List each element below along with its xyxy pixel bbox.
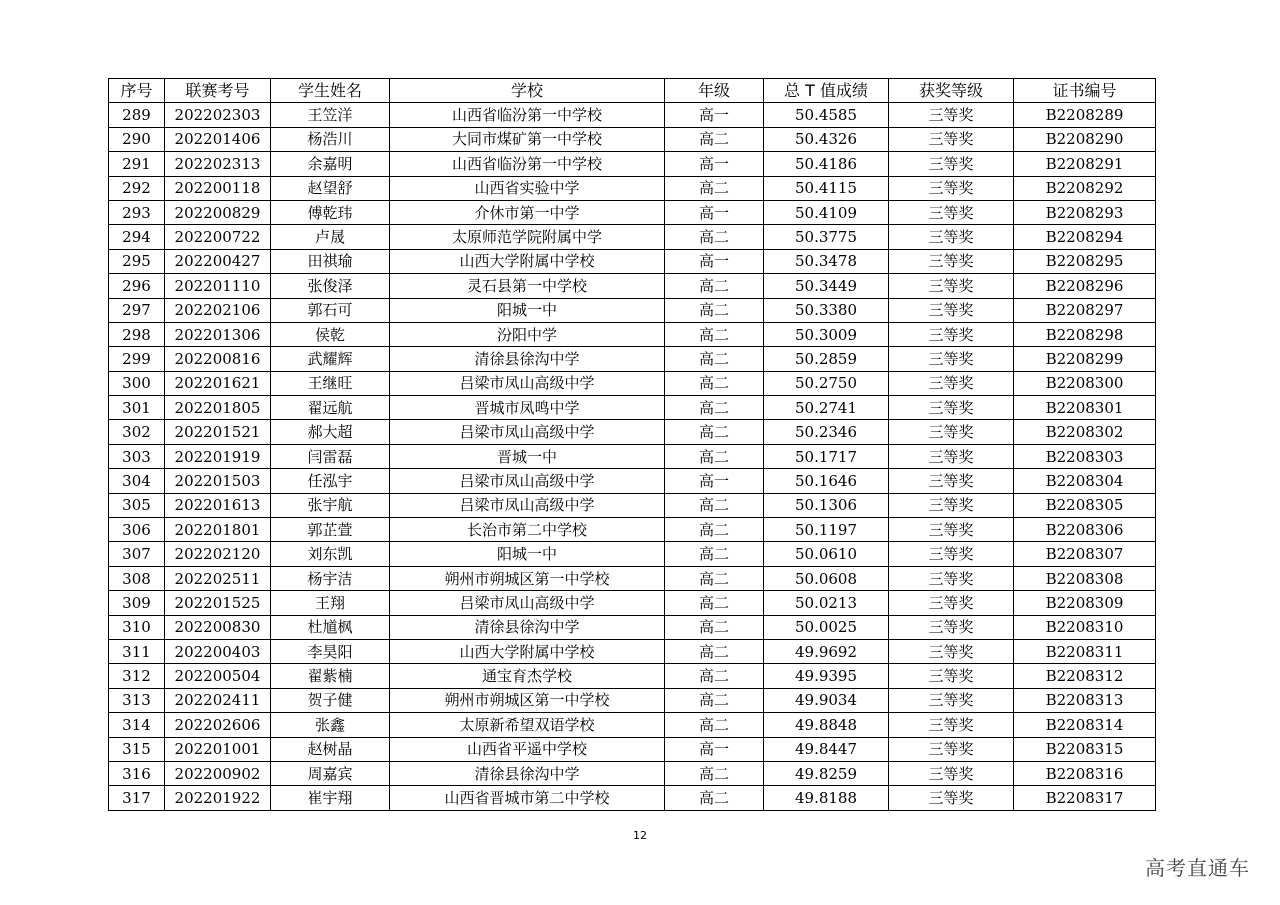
- certificate-cell: B2208306: [1014, 518, 1156, 542]
- score-cell: 49.8259: [764, 761, 889, 785]
- exam-id-cell: 202201919: [165, 444, 271, 468]
- school-cell: 通宝育杰学校: [390, 664, 665, 688]
- grade-cell: 高二: [665, 786, 764, 810]
- school-cell: 山西省实验中学: [390, 176, 665, 200]
- award-cell: 三等奖: [889, 761, 1014, 785]
- school-cell: 山西省临汾第一中学校: [390, 103, 665, 127]
- index-cell: 305: [109, 493, 165, 517]
- grade-cell: 高二: [665, 225, 764, 249]
- header-school: 学校: [390, 79, 665, 103]
- score-cell: 50.3775: [764, 225, 889, 249]
- grade-cell: 高二: [665, 688, 764, 712]
- exam-id-cell: 202200504: [165, 664, 271, 688]
- award-cell: 三等奖: [889, 103, 1014, 127]
- index-cell: 304: [109, 469, 165, 493]
- score-cell: 50.0213: [764, 591, 889, 615]
- grade-cell: 高一: [665, 200, 764, 224]
- certificate-cell: B2208308: [1014, 566, 1156, 590]
- exam-id-cell: 202201406: [165, 127, 271, 151]
- index-cell: 311: [109, 639, 165, 663]
- table-row: [109, 371, 1156, 395]
- grade-cell: 高二: [665, 420, 764, 444]
- index-cell: 292: [109, 176, 165, 200]
- table-row: [109, 200, 1156, 224]
- name-cell: 王翔: [271, 591, 390, 615]
- award-cell: 三等奖: [889, 737, 1014, 761]
- school-cell: 吕梁市凤山高级中学: [390, 371, 665, 395]
- grade-cell: 高二: [665, 396, 764, 420]
- exam-id-cell: 202201801: [165, 518, 271, 542]
- table-row: [109, 152, 1156, 176]
- name-cell: 张俊泽: [271, 274, 390, 298]
- exam-id-cell: 202200403: [165, 639, 271, 663]
- page-number: 12: [633, 829, 647, 842]
- name-cell: 王笠洋: [271, 103, 390, 127]
- certificate-cell: B2208289: [1014, 103, 1156, 127]
- school-cell: 清徐县徐沟中学: [390, 761, 665, 785]
- award-cell: 三等奖: [889, 371, 1014, 395]
- grade-cell: 高二: [665, 274, 764, 298]
- score-cell: 50.1646: [764, 469, 889, 493]
- index-cell: 315: [109, 737, 165, 761]
- school-cell: 长治市第二中学校: [390, 518, 665, 542]
- name-cell: 赵望舒: [271, 176, 390, 200]
- exam-id-cell: 202201613: [165, 493, 271, 517]
- table-row: [109, 786, 1156, 810]
- certificate-cell: B2208290: [1014, 127, 1156, 151]
- table-row: [109, 518, 1156, 542]
- school-cell: 晋城一中: [390, 444, 665, 468]
- table-row: [109, 639, 1156, 663]
- index-cell: 309: [109, 591, 165, 615]
- score-cell: 50.2859: [764, 347, 889, 371]
- award-cell: 三等奖: [889, 469, 1014, 493]
- exam-id-cell: 202200829: [165, 200, 271, 224]
- grade-cell: 高二: [665, 566, 764, 590]
- table-row: [109, 127, 1156, 151]
- award-cell: 三等奖: [889, 176, 1014, 200]
- name-cell: 崔宇翔: [271, 786, 390, 810]
- exam-id-cell: 202202120: [165, 542, 271, 566]
- name-cell: 周嘉宾: [271, 761, 390, 785]
- school-cell: 晋城市凤鸣中学: [390, 396, 665, 420]
- certificate-cell: B2208311: [1014, 639, 1156, 663]
- index-cell: 299: [109, 347, 165, 371]
- table-row: [109, 176, 1156, 200]
- certificate-cell: B2208296: [1014, 274, 1156, 298]
- grade-cell: 高二: [665, 127, 764, 151]
- name-cell: 李昊阳: [271, 639, 390, 663]
- school-cell: 山西省临汾第一中学校: [390, 152, 665, 176]
- name-cell: 王继旺: [271, 371, 390, 395]
- grade-cell: 高一: [665, 249, 764, 273]
- certificate-cell: B2208313: [1014, 688, 1156, 712]
- school-cell: 大同市煤矿第一中学校: [390, 127, 665, 151]
- table-row: [109, 103, 1156, 127]
- school-cell: 吕梁市凤山高级中学: [390, 493, 665, 517]
- table-row: [109, 322, 1156, 346]
- name-cell: 田祺瑜: [271, 249, 390, 273]
- score-cell: 50.3009: [764, 322, 889, 346]
- award-cell: 三等奖: [889, 518, 1014, 542]
- table-row: [109, 688, 1156, 712]
- name-cell: 张鑫: [271, 713, 390, 737]
- grade-cell: 高二: [665, 664, 764, 688]
- name-cell: 侯乾: [271, 322, 390, 346]
- certificate-cell: B2208301: [1014, 396, 1156, 420]
- exam-id-cell: 202201306: [165, 322, 271, 346]
- table-row: [109, 737, 1156, 761]
- certificate-cell: B2208297: [1014, 298, 1156, 322]
- grade-cell: 高二: [665, 322, 764, 346]
- index-cell: 316: [109, 761, 165, 785]
- exam-id-cell: 202201805: [165, 396, 271, 420]
- grade-cell: 高一: [665, 103, 764, 127]
- award-cell: 三等奖: [889, 615, 1014, 639]
- index-cell: 289: [109, 103, 165, 127]
- index-cell: 301: [109, 396, 165, 420]
- school-cell: 阳城一中: [390, 542, 665, 566]
- award-cell: 三等奖: [889, 249, 1014, 273]
- certificate-cell: B2208292: [1014, 176, 1156, 200]
- index-cell: 296: [109, 274, 165, 298]
- name-cell: 翟远航: [271, 396, 390, 420]
- award-cell: 三等奖: [889, 298, 1014, 322]
- exam-id-cell: 202202106: [165, 298, 271, 322]
- index-cell: 297: [109, 298, 165, 322]
- header-index: 序号: [109, 79, 165, 103]
- exam-id-cell: 202202303: [165, 103, 271, 127]
- exam-id-cell: 202200902: [165, 761, 271, 785]
- score-cell: 50.3449: [764, 274, 889, 298]
- name-cell: 闫雷磊: [271, 444, 390, 468]
- score-cell: 50.2750: [764, 371, 889, 395]
- table-row: [109, 713, 1156, 737]
- school-cell: 山西省晋城市第二中学校: [390, 786, 665, 810]
- table-row: [109, 420, 1156, 444]
- school-cell: 朔州市朔城区第一中学校: [390, 688, 665, 712]
- table-row: [109, 566, 1156, 590]
- index-cell: 302: [109, 420, 165, 444]
- award-cell: 三等奖: [889, 420, 1014, 444]
- exam-id-cell: 202200816: [165, 347, 271, 371]
- table-row: [109, 274, 1156, 298]
- award-cell: 三等奖: [889, 591, 1014, 615]
- index-cell: 300: [109, 371, 165, 395]
- index-cell: 310: [109, 615, 165, 639]
- certificate-cell: B2208309: [1014, 591, 1156, 615]
- header-total-score: 总 T 值成绩: [764, 79, 889, 103]
- grade-cell: 高二: [665, 371, 764, 395]
- score-cell: 50.4186: [764, 152, 889, 176]
- school-cell: 吕梁市凤山高级中学: [390, 469, 665, 493]
- award-cell: 三等奖: [889, 786, 1014, 810]
- name-cell: 余嘉明: [271, 152, 390, 176]
- index-cell: 317: [109, 786, 165, 810]
- index-cell: 295: [109, 249, 165, 273]
- award-cell: 三等奖: [889, 396, 1014, 420]
- school-cell: 介休市第一中学: [390, 200, 665, 224]
- grade-cell: 高二: [665, 713, 764, 737]
- score-cell: 50.3478: [764, 249, 889, 273]
- table-row: [109, 615, 1156, 639]
- award-cell: 三等奖: [889, 664, 1014, 688]
- name-cell: 武耀辉: [271, 347, 390, 371]
- award-cell: 三等奖: [889, 566, 1014, 590]
- header-exam-id: 联赛考号: [165, 79, 271, 103]
- award-cell: 三等奖: [889, 688, 1014, 712]
- certificate-cell: B2208300: [1014, 371, 1156, 395]
- name-cell: 杨浩川: [271, 127, 390, 151]
- name-cell: 刘东凯: [271, 542, 390, 566]
- name-cell: 翟紫楠: [271, 664, 390, 688]
- table-row: [109, 469, 1156, 493]
- exam-id-cell: 202200722: [165, 225, 271, 249]
- exam-id-cell: 202202511: [165, 566, 271, 590]
- school-cell: 太原新希望双语学校: [390, 713, 665, 737]
- exam-id-cell: 202201110: [165, 274, 271, 298]
- school-cell: 朔州市朔城区第一中学校: [390, 566, 665, 590]
- grade-cell: 高一: [665, 152, 764, 176]
- header-certificate-id: 证书编号: [1014, 79, 1156, 103]
- certificate-cell: B2208291: [1014, 152, 1156, 176]
- grade-cell: 高二: [665, 591, 764, 615]
- score-cell: 50.2741: [764, 396, 889, 420]
- grade-cell: 高二: [665, 493, 764, 517]
- certificate-cell: B2208304: [1014, 469, 1156, 493]
- name-cell: 任泓宇: [271, 469, 390, 493]
- grade-cell: 高二: [665, 298, 764, 322]
- grade-cell: 高二: [665, 615, 764, 639]
- school-cell: 灵石县第一中学校: [390, 274, 665, 298]
- certificate-cell: B2208312: [1014, 664, 1156, 688]
- score-cell: 50.2346: [764, 420, 889, 444]
- grade-cell: 高二: [665, 347, 764, 371]
- table-row: [109, 493, 1156, 517]
- grade-cell: 高二: [665, 761, 764, 785]
- score-cell: 49.9692: [764, 639, 889, 663]
- score-cell: 50.4326: [764, 127, 889, 151]
- school-cell: 山西省平遥中学校: [390, 737, 665, 761]
- certificate-cell: B2208310: [1014, 615, 1156, 639]
- award-cell: 三等奖: [889, 444, 1014, 468]
- certificate-cell: B2208299: [1014, 347, 1156, 371]
- school-cell: 太原师范学院附属中学: [390, 225, 665, 249]
- award-cell: 三等奖: [889, 322, 1014, 346]
- grade-cell: 高一: [665, 469, 764, 493]
- name-cell: 郝大超: [271, 420, 390, 444]
- certificate-cell: B2208305: [1014, 493, 1156, 517]
- header-grade: 年级: [665, 79, 764, 103]
- exam-id-cell: 202201621: [165, 371, 271, 395]
- certificate-cell: B2208302: [1014, 420, 1156, 444]
- score-cell: 50.4109: [764, 200, 889, 224]
- school-cell: 山西大学附属中学校: [390, 639, 665, 663]
- name-cell: 郭芷萱: [271, 518, 390, 542]
- score-cell: 49.9395: [764, 664, 889, 688]
- table-row: [109, 347, 1156, 371]
- certificate-cell: B2208307: [1014, 542, 1156, 566]
- exam-id-cell: 202202313: [165, 152, 271, 176]
- award-cell: 三等奖: [889, 493, 1014, 517]
- score-cell: 50.1717: [764, 444, 889, 468]
- exam-id-cell: 202200118: [165, 176, 271, 200]
- school-cell: 吕梁市凤山高级中学: [390, 591, 665, 615]
- name-cell: 赵树晶: [271, 737, 390, 761]
- certificate-cell: B2208316: [1014, 761, 1156, 785]
- certificate-cell: B2208293: [1014, 200, 1156, 224]
- exam-id-cell: 202200427: [165, 249, 271, 273]
- score-cell: 50.0025: [764, 615, 889, 639]
- exam-id-cell: 202200830: [165, 615, 271, 639]
- name-cell: 杨宇洁: [271, 566, 390, 590]
- award-cell: 三等奖: [889, 347, 1014, 371]
- award-cell: 三等奖: [889, 274, 1014, 298]
- certificate-cell: B2208294: [1014, 225, 1156, 249]
- school-cell: 汾阳中学: [390, 322, 665, 346]
- table-row: [109, 444, 1156, 468]
- certificate-cell: B2208315: [1014, 737, 1156, 761]
- score-cell: 50.3380: [764, 298, 889, 322]
- school-cell: 吕梁市凤山高级中学: [390, 420, 665, 444]
- school-cell: 清徐县徐沟中学: [390, 347, 665, 371]
- index-cell: 290: [109, 127, 165, 151]
- table-header-row: [109, 79, 1156, 103]
- name-cell: 张宇航: [271, 493, 390, 517]
- table-row: [109, 591, 1156, 615]
- name-cell: 杜馗枫: [271, 615, 390, 639]
- index-cell: 312: [109, 664, 165, 688]
- grade-cell: 高二: [665, 639, 764, 663]
- exam-id-cell: 202201922: [165, 786, 271, 810]
- score-cell: 50.0608: [764, 566, 889, 590]
- name-cell: 贺子健: [271, 688, 390, 712]
- award-cell: 三等奖: [889, 639, 1014, 663]
- index-cell: 314: [109, 713, 165, 737]
- index-cell: 313: [109, 688, 165, 712]
- certificate-cell: B2208298: [1014, 322, 1156, 346]
- exam-id-cell: 202202411: [165, 688, 271, 712]
- score-cell: 50.1197: [764, 518, 889, 542]
- name-cell: 卢晟: [271, 225, 390, 249]
- school-cell: 阳城一中: [390, 298, 665, 322]
- exam-id-cell: 202201001: [165, 737, 271, 761]
- index-cell: 308: [109, 566, 165, 590]
- table-body: [109, 103, 1156, 810]
- table-row: [109, 396, 1156, 420]
- certificate-cell: B2208295: [1014, 249, 1156, 273]
- award-cell: 三等奖: [889, 127, 1014, 151]
- grade-cell: 高一: [665, 737, 764, 761]
- index-cell: 306: [109, 518, 165, 542]
- table-row: [109, 761, 1156, 785]
- score-cell: 49.8188: [764, 786, 889, 810]
- score-cell: 50.1306: [764, 493, 889, 517]
- award-cell: 三等奖: [889, 225, 1014, 249]
- name-cell: 郭石可: [271, 298, 390, 322]
- name-cell: 傅乾玮: [271, 200, 390, 224]
- certificate-cell: B2208314: [1014, 713, 1156, 737]
- certificate-cell: B2208303: [1014, 444, 1156, 468]
- index-cell: 303: [109, 444, 165, 468]
- index-cell: 298: [109, 322, 165, 346]
- grade-cell: 高二: [665, 542, 764, 566]
- header-student-name: 学生姓名: [271, 79, 390, 103]
- score-cell: 49.8848: [764, 713, 889, 737]
- exam-id-cell: 202201503: [165, 469, 271, 493]
- score-cell: 50.0610: [764, 542, 889, 566]
- certificate-cell: B2208317: [1014, 786, 1156, 810]
- watermark: 高考直通车: [1145, 856, 1250, 880]
- score-cell: 49.8447: [764, 737, 889, 761]
- exam-id-cell: 202202606: [165, 713, 271, 737]
- score-cell: 50.4585: [764, 103, 889, 127]
- award-cell: 三等奖: [889, 200, 1014, 224]
- school-cell: 清徐县徐沟中学: [390, 615, 665, 639]
- score-cell: 50.4115: [764, 176, 889, 200]
- grade-cell: 高二: [665, 444, 764, 468]
- table-row: [109, 225, 1156, 249]
- index-cell: 307: [109, 542, 165, 566]
- index-cell: 291: [109, 152, 165, 176]
- score-cell: 49.9034: [764, 688, 889, 712]
- index-cell: 294: [109, 225, 165, 249]
- award-cell: 三等奖: [889, 542, 1014, 566]
- table-row: [109, 664, 1156, 688]
- index-cell: 293: [109, 200, 165, 224]
- results-table: [108, 78, 1156, 811]
- table-row: [109, 298, 1156, 322]
- award-cell: 三等奖: [889, 713, 1014, 737]
- table-row: [109, 542, 1156, 566]
- exam-id-cell: 202201525: [165, 591, 271, 615]
- award-cell: 三等奖: [889, 152, 1014, 176]
- grade-cell: 高二: [665, 176, 764, 200]
- exam-id-cell: 202201521: [165, 420, 271, 444]
- grade-cell: 高二: [665, 518, 764, 542]
- table-row: [109, 249, 1156, 273]
- school-cell: 山西大学附属中学校: [390, 249, 665, 273]
- header-award-level: 获奖等级: [889, 79, 1014, 103]
